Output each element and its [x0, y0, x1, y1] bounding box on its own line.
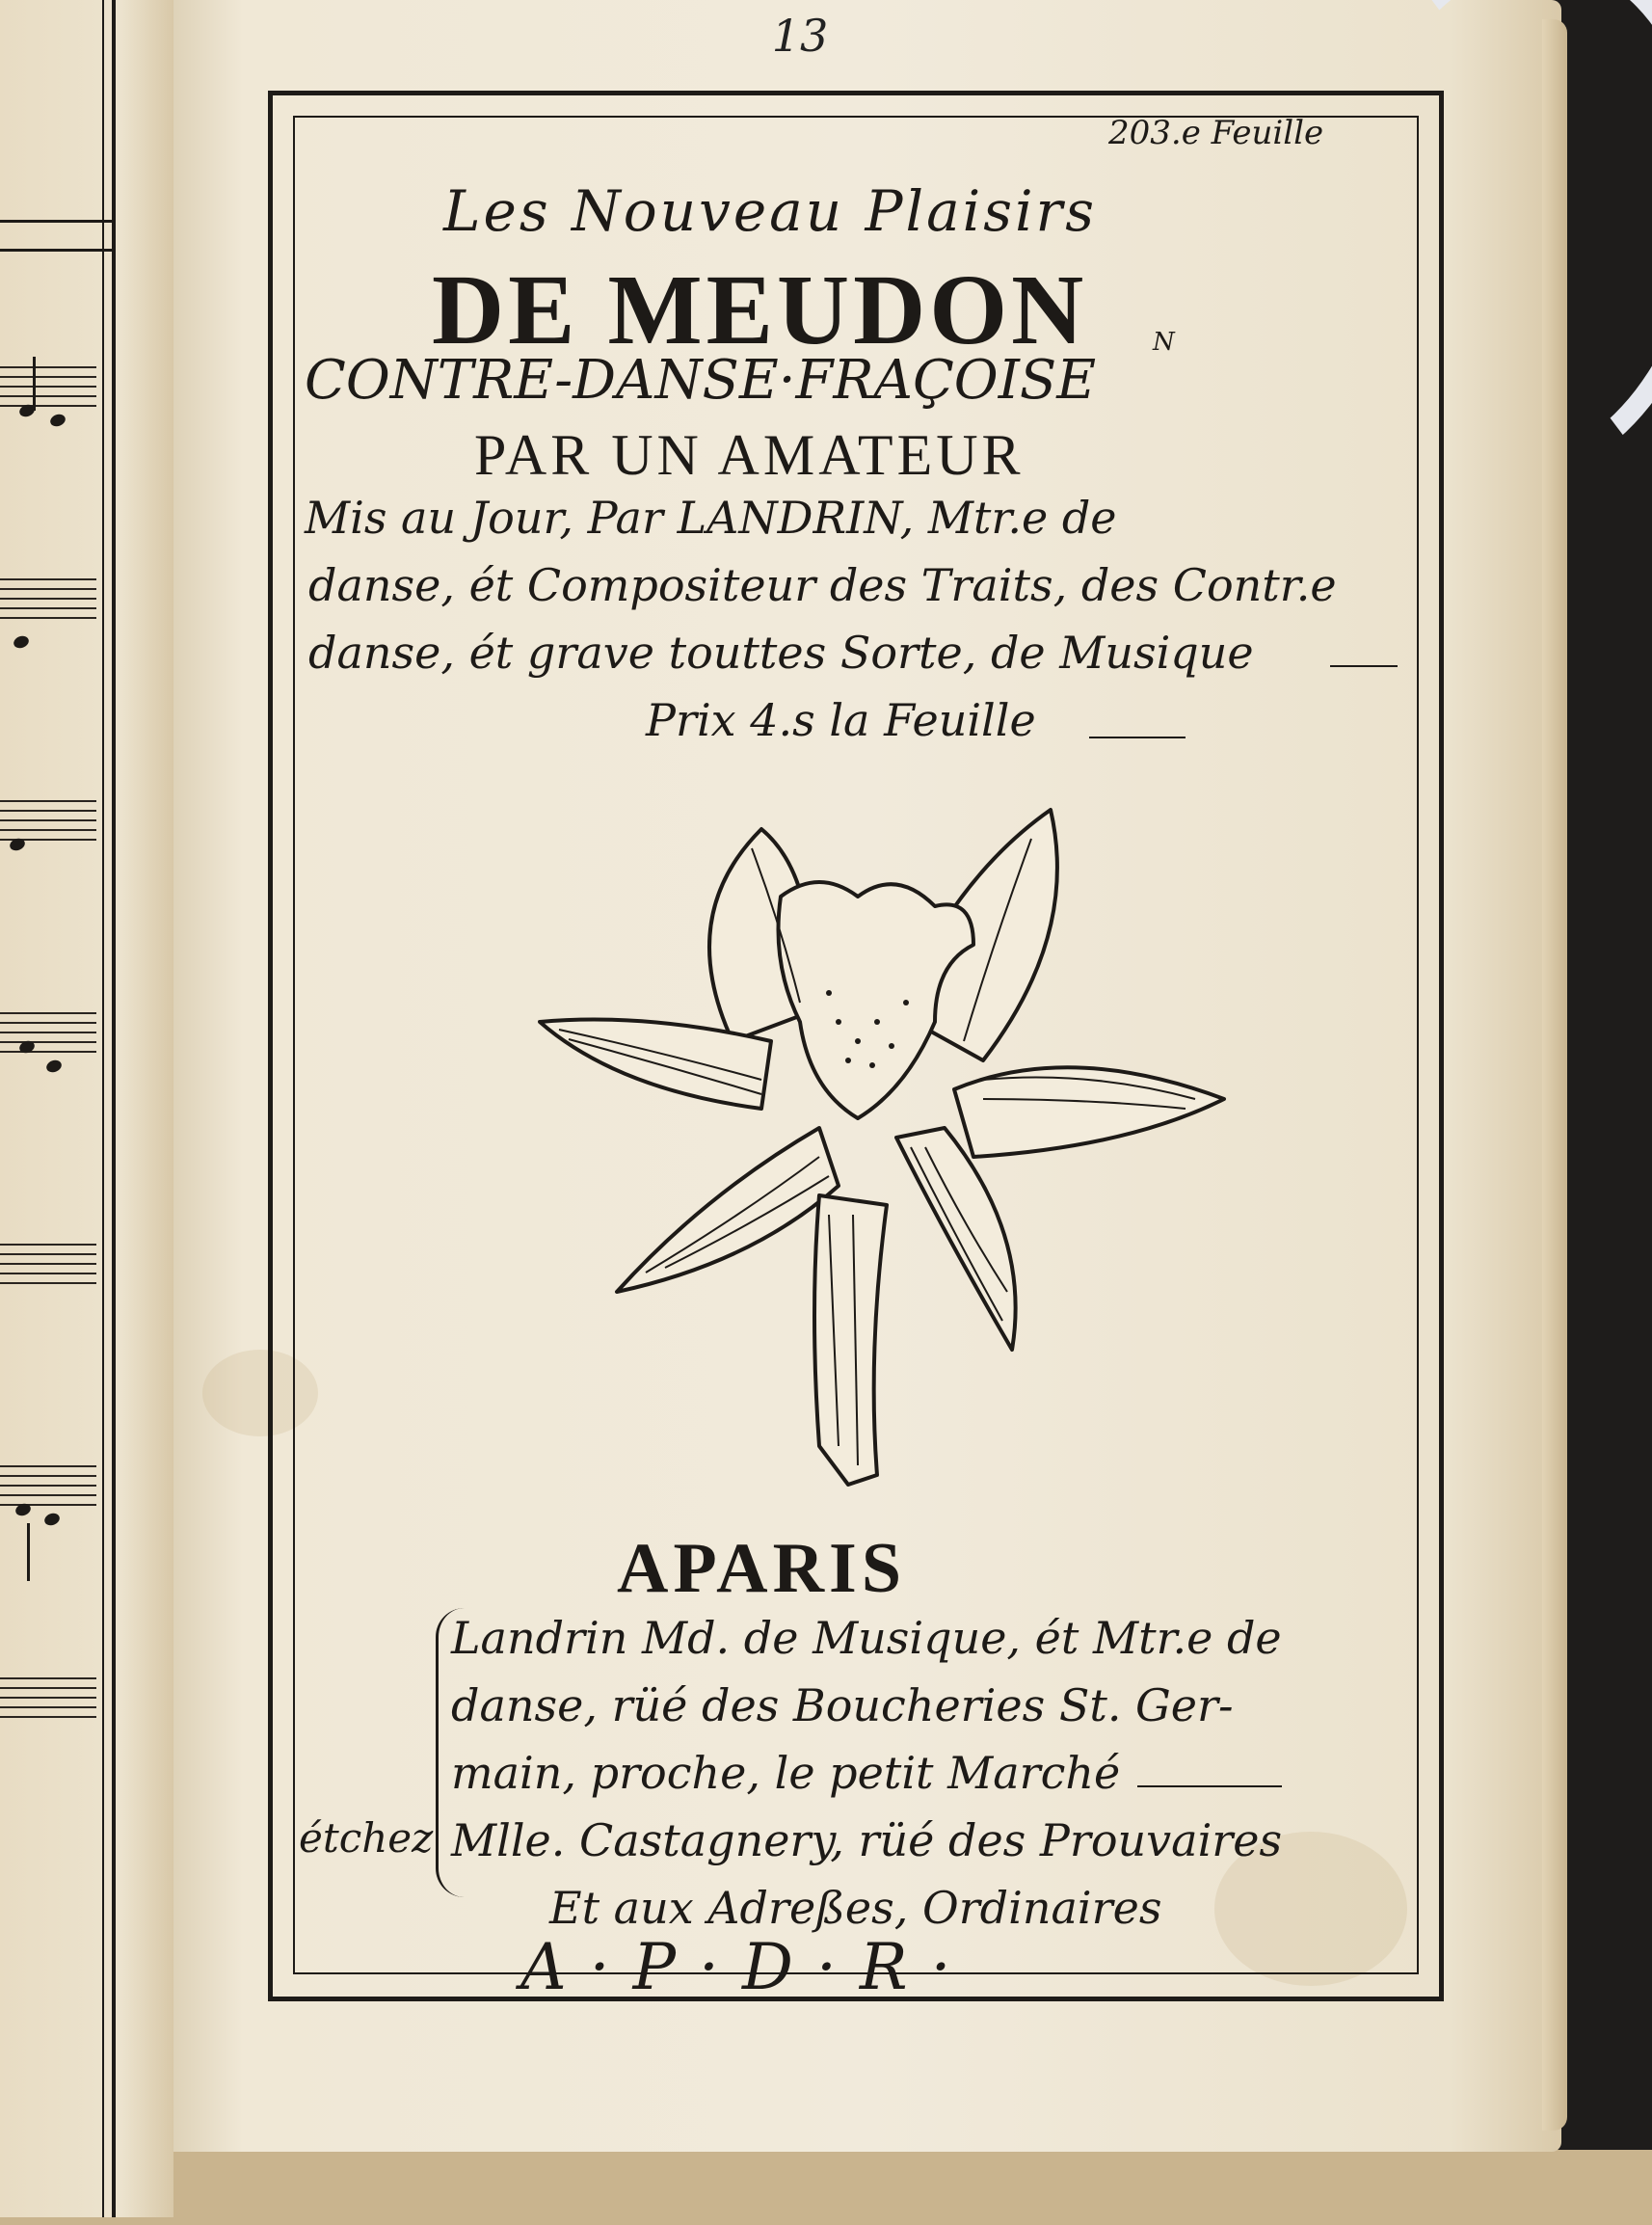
flower-petal [954, 1067, 1224, 1157]
imprint-line: main, proche, le petit Marché [451, 1747, 1121, 1799]
folio-number: 13 [771, 10, 829, 62]
background-table [0, 2150, 1652, 2225]
left-page-frame-inner [0, 0, 104, 2217]
imprint-city: APARIS [617, 1529, 906, 1608]
flourish-line [1089, 737, 1186, 738]
music-staff [0, 578, 96, 627]
left-page-rule [0, 249, 116, 252]
imprint-line: Mlle. Castagnery, rüé des Prouvaires [451, 1814, 1283, 1866]
music-staff [0, 1012, 96, 1060]
price-line: Prix 4.s la Feuille [646, 694, 1036, 746]
imprint-line: Landrin Md. de Musique, ét Mtr.e de [451, 1612, 1282, 1664]
title-main: DE MEUDON [432, 255, 1088, 365]
privilege-mark: A·P·D·R· [520, 1930, 974, 2004]
title-subtitle: CONTRE-DANSE·FRAÇOISE [305, 349, 1097, 412]
imprint-etchez: étchez [299, 1814, 434, 1862]
music-staff [0, 1677, 96, 1726]
flower-petal [896, 1128, 1016, 1350]
title-superscript: N [1153, 328, 1175, 357]
flourish-line [1137, 1785, 1282, 1787]
note-stem [33, 357, 36, 411]
left-facing-page [0, 0, 173, 2217]
title-line-1: Les Nouveau Plaisirs [443, 178, 1098, 244]
description-line: danse, ét Compositeur des Traits, des Contr.e [308, 559, 1337, 611]
note-stem [27, 1523, 30, 1581]
flourish-line [1330, 665, 1398, 667]
title-author: PAR UN AMATEUR [474, 423, 1025, 487]
music-staff [0, 366, 96, 415]
imprint-line: Et aux Adreßes, Ordinaires [549, 1882, 1162, 1934]
imprint-line: danse, rüé des Boucheries St. Ger- [451, 1679, 1234, 1731]
flower-petal [617, 1128, 839, 1292]
engraved-flower [530, 771, 1243, 1523]
sheet-number: 203.e Feuille [1108, 114, 1324, 152]
flower-stem [814, 1195, 887, 1485]
description-line: danse, ét grave touttes Sorte, de Musique [308, 627, 1254, 679]
music-staff [0, 1244, 96, 1292]
left-page-rule [0, 220, 116, 223]
description-line: Mis au Jour, Par LANDRIN, Mtr.e de [305, 492, 1117, 544]
music-staff [0, 1465, 96, 1514]
